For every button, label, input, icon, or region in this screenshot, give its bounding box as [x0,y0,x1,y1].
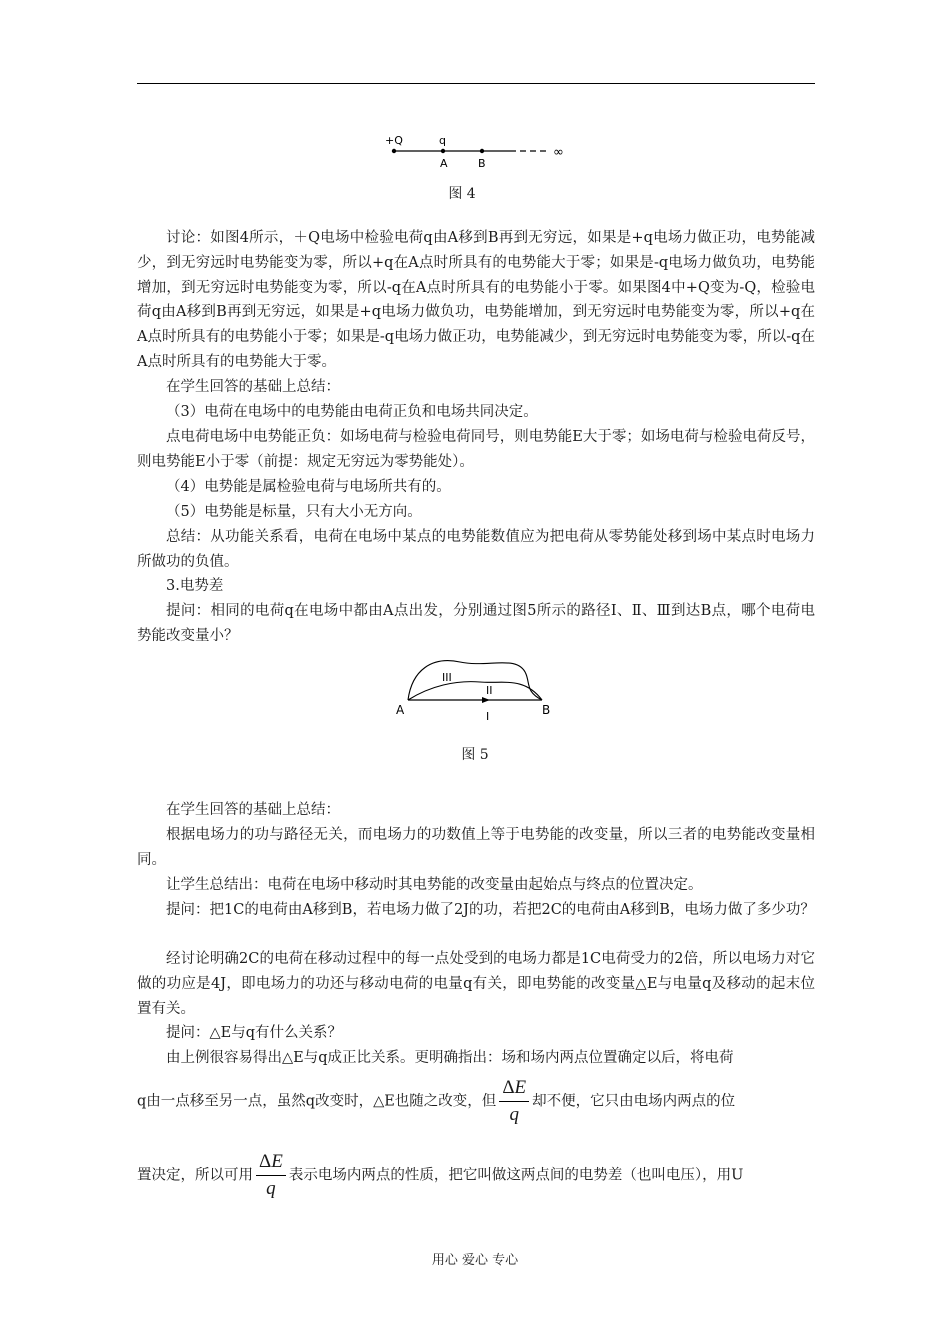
paragraph-discussion-work: 经讨论明确2C的电荷在移动过程中的每一点处受到的电场力都是1C电荷受力的2倍，所以电场力对它做的功应是4J，即电场力的功还与移动电荷的电量q有关，即电势能的改变量△E与电量q及移动的起末位置有关。 [137,951,815,1017]
figure-5-caption: 图 5 [461,747,489,763]
paragraph-point-4: （4）电势能是属检验电荷与电场所共有的。 [166,479,451,495]
paragraph-question-relation: 提问：△E与q有什么关系？ [166,1025,343,1041]
header-rule [137,83,815,84]
fraction-numerator [499,1078,529,1102]
paragraph-question-paths: 提问：相同的电荷q在电场中都由A点出发，分别通过图5所示的路径Ⅰ、Ⅱ、Ⅲ到达B点，哪个电荷电势能改变量小？ [137,603,815,644]
paragraph-proportional: 由上例很容易得出△E与q成正比关系。更明确指出：场和场内两点位置确定以后，将电荷 [166,1050,734,1066]
fig5-label-b: B [542,703,551,717]
paragraph-summary-intro: 在学生回答的基础上总结： [166,379,340,395]
paragraph-ratio-line-2 [137,1152,815,1200]
fig5-label-path-3: III [442,671,452,684]
fig4-label-q: q [439,134,446,147]
fraction-numerator-2 [256,1152,286,1176]
fig4-label-infinity: ∞ [553,145,564,160]
fig5-path-2 [408,682,542,700]
fig5-label-a: A [396,703,405,717]
figure-4-caption: 图 4 [448,186,476,202]
ratio-line-2-text-a: 置决定，所以可用 [137,1167,253,1184]
paragraph-sign-rule: 点电荷电场中电势能正负：如场电荷与检验电荷同号，则电势能E大于零；如场电荷与检验电荷反号，则电势能E小于零（前提：规定无穷远为零势能处）。 [137,429,815,470]
paragraph-path-independence: 根据电场力的功与路径无关，而电场力的功数值上等于电势能的改变量，所以三者的电势能改变量相同。 [137,827,815,868]
ratio-line-1-text-b: 却不便，它只由电场内两点的位 [532,1093,736,1110]
fraction-denominator: q [509,1103,519,1125]
paragraph-student-summary: 让学生总结出：电荷在电场中移动时其电势能的改变量由起始点与终点的位置决定。 [166,877,703,893]
fig4-label-b: B [478,157,486,170]
fig4-charge-plus-q [392,149,396,153]
paragraph-point-5: （5）电势能是标量，只有大小无方向。 [166,504,422,520]
fig4-label-plus-q: +Q [385,134,403,147]
fraction-delta-e-over-q-2 [256,1152,286,1200]
fig4-point-a [441,149,445,153]
delta-symbol: Δ [502,1077,515,1098]
fig5-arrowhead [482,697,490,703]
figure-4-diagram [380,128,580,172]
fig4-point-b [480,149,484,153]
numerator-e: E [514,1077,527,1098]
fraction-delta-e-over-q [499,1078,529,1126]
fraction-denominator-2: q [266,1177,276,1199]
paragraph-conclusion: 总结：从功能关系看，电荷在电场中某点的电势能数值应为把电荷从零势能处移到场中某点时电场力所做功的负值。 [137,529,815,570]
section-heading-potential-difference: 3.电势差 [166,578,224,594]
page-footer: 用心 爱心 专心 [431,1253,519,1268]
paragraph-discussion: 讨论：如图4所示，＋Q电场中检验电荷q由A移到B再到无穷远，如果是+q电场力做正功，电势能减少，到无穷远时电势能变为零，所以+q在A点时所具有的电势能大于零；如果是-q电场力做负功，电势能增加，到无穷远时电势能变为零，所以-q在A点时所具有的电势能小于零。如果图4中+Q变为-Q，检验电荷q由A移到B再到无穷远，如果是+q电场力做负功，电势能增加，到无穷远时电势能变为零，所以+q在A点时所具有的电势能小于零；如果是-q电场力做正功，电势能减少，到无穷远时电势能变为零，所以-q在A点时所具有的电势能大于零。 [137,230,815,370]
paragraph-ratio-line-1 [137,1078,815,1126]
ratio-line-1-text-a: q由一点移至另一点，虽然q改变时，△E也随之改变，但 [137,1093,497,1110]
paragraph-summary-intro-2: 在学生回答的基础上总结： [166,802,340,818]
figure-5-diagram [390,652,560,728]
numerator-e-2: E [271,1151,283,1172]
fig4-label-a: A [440,157,448,170]
paragraph-question-work: 提问：把1C的电荷由A移到B，若电场力做了2J的功，若把2C的电荷由A移到B，电场力做了多少功？ [166,902,815,918]
fig5-path-3 [408,661,542,700]
fig5-label-path-2: II [486,684,493,697]
ratio-line-2-text-b: 表示电场内两点的性质，把它叫做这两点间的电势差（也叫电压），用U [288,1167,744,1184]
delta-symbol-2: Δ [259,1151,272,1172]
fig5-label-path-1: I [486,710,490,723]
paragraph-point-3: （3）电荷在电场中的电势能由电荷正负和电场共同决定。 [166,404,538,420]
